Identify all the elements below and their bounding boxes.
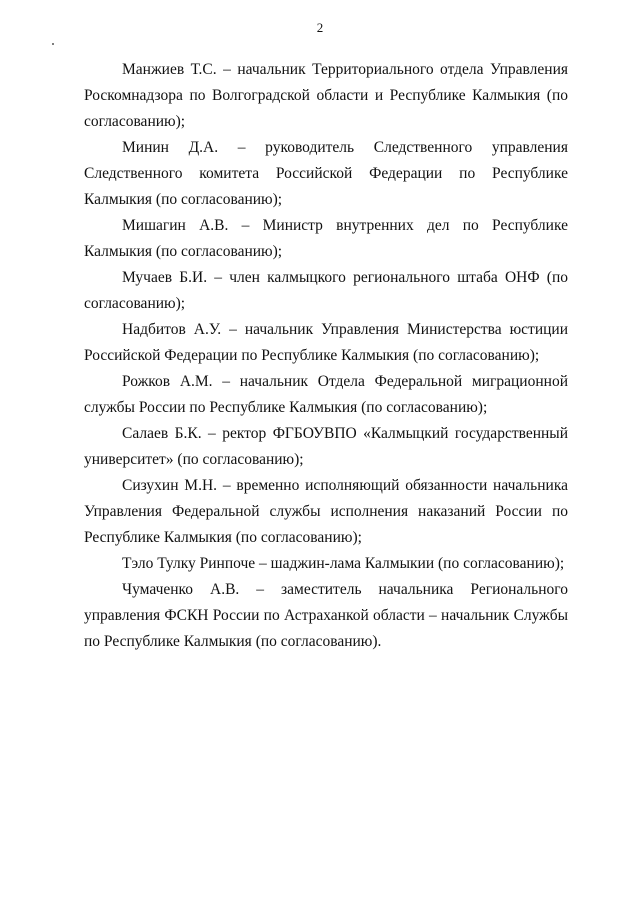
list-item: Чумаченко А.В. – заместитель начальника Регионального управления ФСКН России по Астраханкой области – начальник Службы по Республике Калмыкия (по согласованию). [84, 581, 568, 650]
page-number: 2 [316, 20, 324, 35]
list-item: Манжиев Т.С. – начальник Территориального отдела Управления Роскомнадзора по Волгоградской области и Республике Калмыкия (по согласованию); [84, 61, 568, 130]
list-item: Салаев Б.К. – ректор ФГБОУВПО «Калмыцкий государственный университет» (по согласованию); [84, 425, 568, 468]
member-list [84, 57, 568, 655]
list-item: Надбитов А.У. – начальник Управления Министерства юстиции Российской Федерации по Республике Калмыкия (по согласованию); [84, 321, 568, 364]
list-item: Мучаев Б.И. – член калмыцкого регионального штаба ОНФ (по согласованию); [84, 269, 568, 312]
list-item: Минин Д.А. – руководитель Следственного управления Следственного комитета Российской Федерации по Республике Калмыкия (по согласованию); [84, 139, 568, 208]
list-item: Мишагин А.В. – Министр внутренних дел по Республике Калмыкия (по согласованию); [84, 217, 568, 260]
scan-speck [52, 43, 54, 45]
list-item: Рожков А.М. – начальник Отдела Федеральной миграционной службы России по Республике Калмыкия (по согласованию); [84, 373, 568, 416]
list-item: Тэло Тулку Ринпоче – шаджин-лама Калмыкии (по согласованию); [122, 555, 565, 572]
list-item: Сизухин М.Н. – временно исполняющий обязанности начальника Управления Федеральной службы исполнения наказаний России по Республике Калмыкия (по согласованию); [84, 477, 568, 546]
